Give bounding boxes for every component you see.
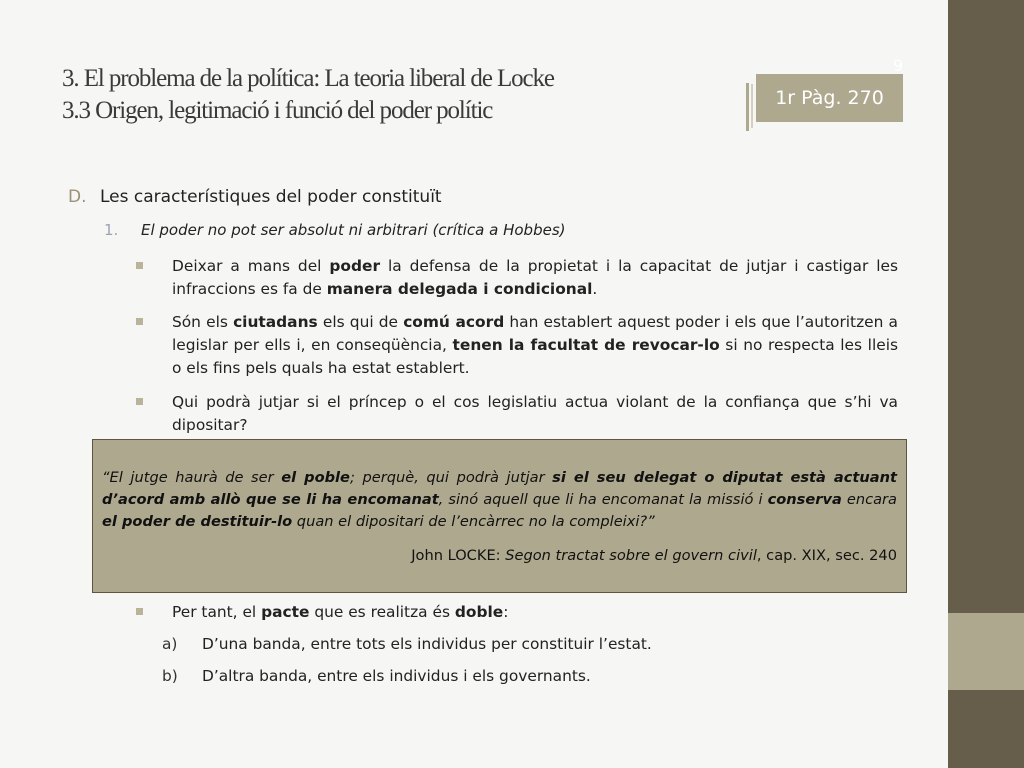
bullet-square-icon xyxy=(136,318,143,325)
slide-number: 9 xyxy=(893,56,904,75)
title-line-1: 3. El problema de la política: La teoria liberal de Locke xyxy=(62,65,554,92)
section-heading-text: Les característiques del poder constituït xyxy=(100,187,442,207)
list-item-text: D’altra banda, entre els individus i els governants. xyxy=(202,667,591,685)
locke-quote: “El jutge haurà de ser el poble; perquè, qui podrà jutjar si el seu delegat o diputat està actuant d’acord amb allò que se li ha encomanat, sinó aquell que li ha encomanat la missió i conserva encara el poder de destituir-lo quan el dipositari de l’encàrrec no la compleixi?” xyxy=(102,469,898,530)
list-item-text: D’una banda, entre tots els individus per constituir l’estat. xyxy=(202,635,652,653)
title-line-2: 3.3 Origen, legitimació i funció del poder polític xyxy=(62,97,493,124)
list-item xyxy=(162,633,862,656)
bullet-text: Deixar a mans del poder la defensa de la propietat i la capacitat de jutjar i castigar les infraccions es fa de manera delegada i condicional. xyxy=(172,257,898,298)
page-reference-badge xyxy=(756,74,903,122)
subsection-heading xyxy=(104,219,904,241)
page-reference-label: 1r Pàg. 270 xyxy=(775,87,884,109)
subsection-heading-text: El poder no pot ser absolut ni arbitrari (crítica a Hobbes) xyxy=(141,221,566,239)
bullet-text: Qui podrà jutjar si el príncep o el cos legislatiu actua violant de la confiança que s’hi va dipositar? xyxy=(172,393,898,434)
list-marker: a) xyxy=(162,635,178,653)
bullet-text: Són els ciutadans els qui de comú acord han establert aquest poder i els que l’autoritzen a legislar per ells i, en conseqüència, tenen la facultat de revocar-lo si no respecta les lleis o els fins pels quals ha estat establert. xyxy=(172,313,898,377)
section-heading xyxy=(68,185,888,209)
list-marker: b) xyxy=(162,667,178,685)
bullet-square-icon xyxy=(136,398,143,405)
decor-vertical-line-thin xyxy=(751,84,753,128)
decor-vertical-line xyxy=(746,83,749,131)
bullet-square-icon xyxy=(136,608,143,615)
subsection-marker: 1. xyxy=(104,221,119,239)
sidebar-light-block xyxy=(948,613,1024,690)
bullet-square-icon xyxy=(136,262,143,269)
bullet-text: Per tant, el pacte que es realitza és doble: xyxy=(172,603,509,621)
section-marker: D. xyxy=(68,187,87,207)
slide-title xyxy=(62,63,742,127)
quote-source: John LOCKE: Segon tractat sobre el govern civil, cap. XIX, sec. 240 xyxy=(411,547,897,564)
list-item xyxy=(162,665,862,688)
